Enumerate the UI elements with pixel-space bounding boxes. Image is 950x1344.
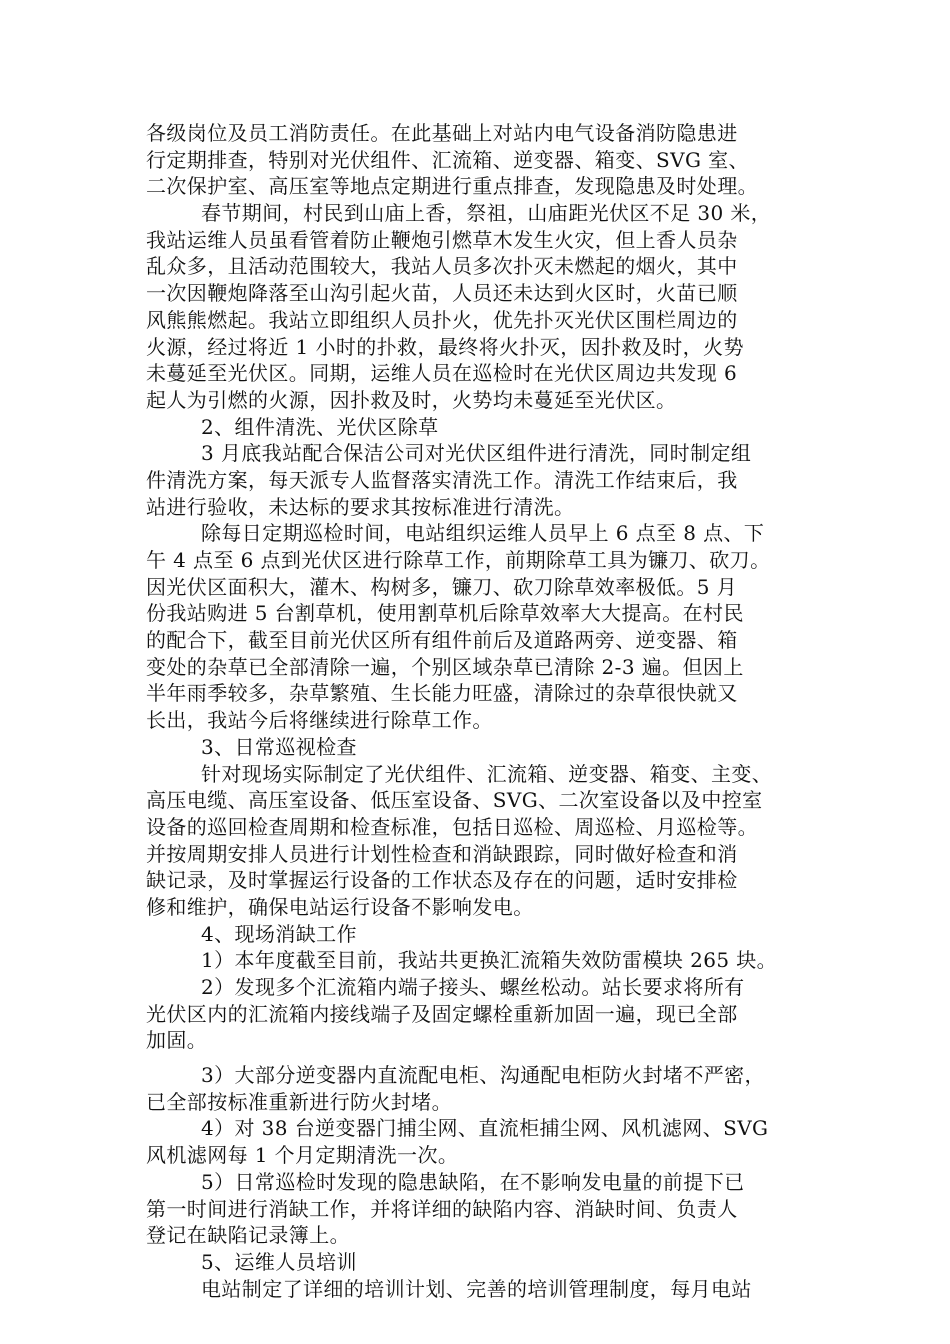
text-line: 缺记录，及时掌握运行设备的工作状态及存在的问题，适时安排检 (146, 868, 738, 893)
text-line: 登记在缺陷记录簿上。 (146, 1223, 350, 1248)
text-line: 一次因鞭炮降落至山沟引起火苗，人员还未达到火区时，火苗已顺 (146, 281, 738, 306)
text-line: 针对现场实际制定了光伏组件、汇流箱、逆变器、箱变、主变、 (201, 761, 773, 786)
text-line: 设备的巡回检查周期和检查标准，包括日巡检、周巡检、月巡检等。 (146, 814, 758, 839)
text-line: 3、日常巡视检查 (201, 734, 357, 759)
text-line: 风机滤网每 1 个月定期清洗一次。 (146, 1143, 459, 1168)
text-line: 除每日定期巡检时间，电站组织运维人员早上 6 点至 8 点、下 (201, 521, 765, 546)
text-line: 5）日常巡检时发现的隐患缺陷，在不影响发电量的前提下已 (201, 1169, 745, 1194)
text-line: 4）对 38 台逆变器门捕尘网、直流柜捕尘网、风机滤网、SVG (201, 1116, 769, 1141)
text-line: 因光伏区面积大，灌木、构树多，镰刀、砍刀除草效率极低。5 月 (146, 574, 738, 599)
text-line: 并按周期安排人员进行计划性检查和消缺跟踪，同时做好检查和消 (146, 841, 738, 866)
text-line: 我站运维人员虽看管着防止鞭炮引燃草木发生火灾，但上香人员杂 (146, 227, 738, 252)
text-line: 加固。 (146, 1028, 208, 1053)
text-line: 2）发现多个汇流箱内端子接头、螺丝松动。站长要求将所有 (201, 975, 745, 999)
text-line: 份我站购进 5 台割草机，使用割草机后除草效率大大提高。在村民 (146, 601, 744, 626)
document-body (146, 120, 808, 1302)
text-line: 的配合下，截至目前光伏区所有组件前后及道路两旁、逆变器、箱 (146, 628, 738, 653)
text-line: 高压电缆、高压室设备、低压室设备、SVG、二次室设备以及中控室 (146, 788, 763, 813)
text-line: 5、运维人员培训 (201, 1249, 357, 1274)
text-line: 变处的杂草已全部清除一遍，个别区域杂草已清除 2-3 遍。但因上 (146, 654, 744, 679)
text-line: 光伏区内的汇流箱内接线端子及固定螺栓重新加固一遍，现已全部 (146, 1001, 738, 1026)
text-line: 午 4 点至 6 点到光伏区进行除草工作，前期除草工具为镰刀、砍刀。 (146, 548, 771, 572)
text-line: 第一时间进行消缺工作，并将详细的缺陷内容、消缺时间、负责人 (146, 1196, 738, 1221)
text-line: 行定期排查，特别对光伏组件、汇流箱、逆变器、箱变、SVG 室、 (146, 147, 749, 172)
text-line: 半年雨季较多，杂草繁殖、生长能力旺盛，清除过的杂草很快就又 (146, 681, 738, 706)
text-line: 4、现场消缺工作 (201, 921, 357, 946)
text-line: 二次保护室、高压室等地点定期进行重点排查，发现隐患及时处理。 (146, 174, 758, 199)
text-line: 1）本年度截至目前，我站共更换汇流箱失效防雷模块 265 块。 (201, 948, 778, 973)
text-line: 火源，经过将近 1 小时的扑救，最终将火扑灭，因扑救及时，火势 (146, 334, 744, 359)
text-line: 各级岗位及员工消防责任。在此基础上对站内电气设备消防隐患进 (146, 121, 738, 145)
text-line: 2、组件清洗、光伏区除草 (201, 414, 439, 439)
text-line: 电站制定了详细的培训计划、完善的培训管理制度，每月电站 (201, 1276, 752, 1301)
text-line: 件清洗方案，每天派专人监督落实清洗工作。清洗工作结束后，我 (146, 467, 738, 492)
text-line: 已全部按标准重新进行防火封堵。 (146, 1089, 452, 1114)
text-line: 3 月底我站配合保洁公司对光伏区组件进行清洗，同时制定组 (201, 441, 752, 466)
text-line: 未蔓延至光伏区。同期，运维人员在巡检时在光伏区周边共发现 6 (146, 361, 738, 386)
text-line: 修和维护，确保电站运行设备不影响发电。 (146, 894, 534, 919)
text-line: 风熊熊燃起。我站立即组织人员扑火，优先扑灭光伏区围栏周边的 (146, 307, 738, 332)
text-line: 站进行验收，未达标的要求其按标准进行清洗。 (146, 494, 575, 519)
text-line: 起人为引燃的火源，因扑救及时，火势均未蔓延至光伏区。 (146, 387, 677, 412)
text-line: 长出，我站今后将继续进行除草工作。 (146, 708, 493, 733)
text-line: 乱众多，且活动范围较大，我站人员多次扑灭未燃起的烟火，其中 (146, 254, 738, 279)
text-line: 春节期间，村民到山庙上香，祭祖，山庙距光伏区不足 30 米， (201, 201, 772, 226)
text-line: 3）大部分逆变器内直流配电柜、沟通配电柜防火封堵不严密， (201, 1063, 765, 1088)
